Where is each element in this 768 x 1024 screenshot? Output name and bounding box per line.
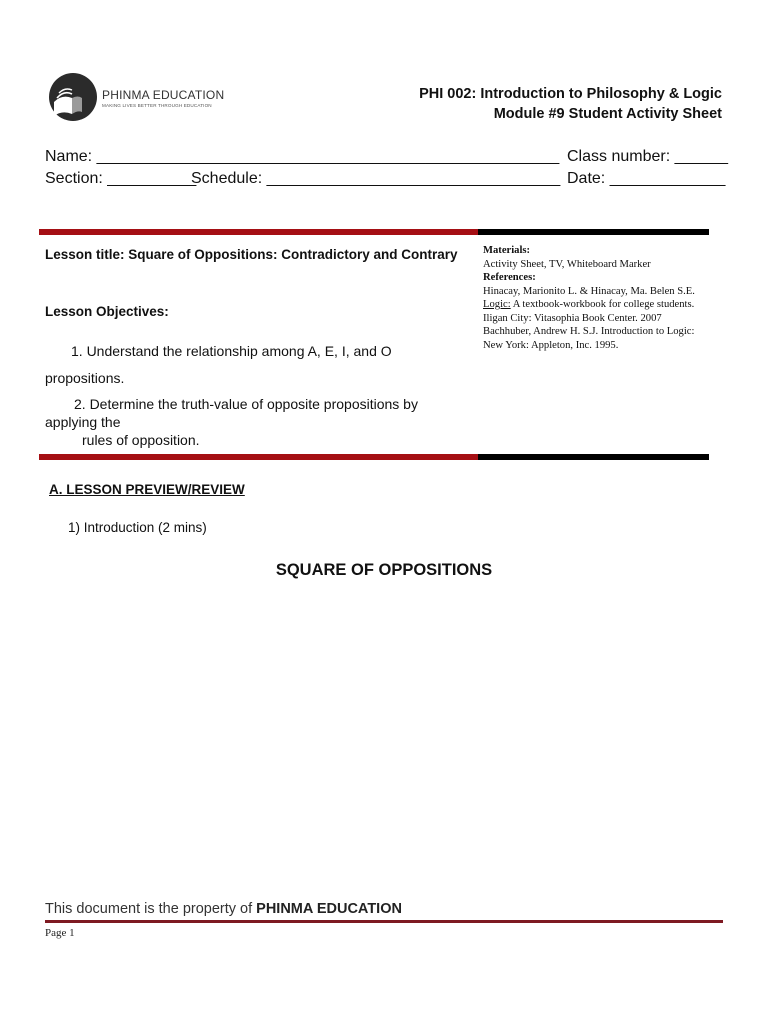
footer-org: PHINMA EDUCATION: [256, 901, 402, 917]
schedule-field: Schedule: _________________________________: [191, 170, 561, 187]
top-rule-red: [39, 229, 478, 235]
page-number: Page 1: [45, 927, 75, 939]
reference-2: Bachhuber, Andrew H. S.J. Introduction to Logic: New York: Appleton, Inc. 1995.: [483, 326, 695, 351]
introduction-item: 1) Introduction (2 mins): [68, 520, 207, 535]
phinma-logo: [48, 72, 228, 128]
objective-2-line-3: rules of opposition.: [82, 432, 200, 448]
square-of-oppositions-title: SQUARE OF OPPOSITIONS: [275, 561, 493, 579]
materials-panel: [483, 244, 705, 352]
name-field: Name: ____________________________________________________: [45, 148, 560, 165]
logo-tagline: MAKING LIVES BETTER THROUGH EDUCATION: [102, 103, 212, 108]
section-a-heading: A. LESSON PREVIEW/REVIEW: [49, 482, 245, 497]
references-heading: References:: [483, 272, 536, 283]
module-title: Module #9 Student Activity Sheet: [493, 106, 722, 122]
objective-1-line-2: propositions.: [45, 370, 125, 386]
objectives-heading: Lesson Objectives:: [45, 304, 169, 319]
class-number-field: Class number: ______: [567, 148, 728, 165]
objective-1-line-1: 1. Understand the relationship among A, E, I, and O: [71, 343, 392, 359]
reference-1: Hinacay, Marionito L. & Hinacay, Ma. Belen S.E. Logic: A textbook-workbook for college students. Iligan City: Vitasophia Book Center. 2007: [483, 285, 695, 324]
bottom-rule-red: [39, 454, 478, 460]
phinma-book-icon: [48, 72, 98, 122]
top-rule-black: [478, 229, 709, 235]
footer-rule: [45, 920, 723, 923]
bottom-rule-black: [478, 454, 709, 460]
materials-text: Activity Sheet, TV, Whiteboard Marker: [483, 258, 651, 270]
reference-1-title: Logic:: [483, 299, 511, 310]
course-title: PHI 002: Introduction to Philosophy & Logic: [419, 86, 722, 102]
objective-2-line-2: applying the: [45, 414, 121, 430]
objective-2-line-1: 2. Determine the truth-value of opposite propositions by: [74, 396, 418, 412]
footer-property-note: This document is the property of PHINMA EDUCATION: [45, 901, 402, 917]
date-field: Date: _____________: [567, 170, 726, 187]
lesson-title: Lesson title: Square of Oppositions: Contradictory and Contrary: [45, 247, 458, 262]
materials-heading: Materials:: [483, 245, 531, 256]
section-field: Section: __________: [45, 170, 197, 187]
logo-brand: PHINMA EDUCATION: [102, 88, 225, 102]
